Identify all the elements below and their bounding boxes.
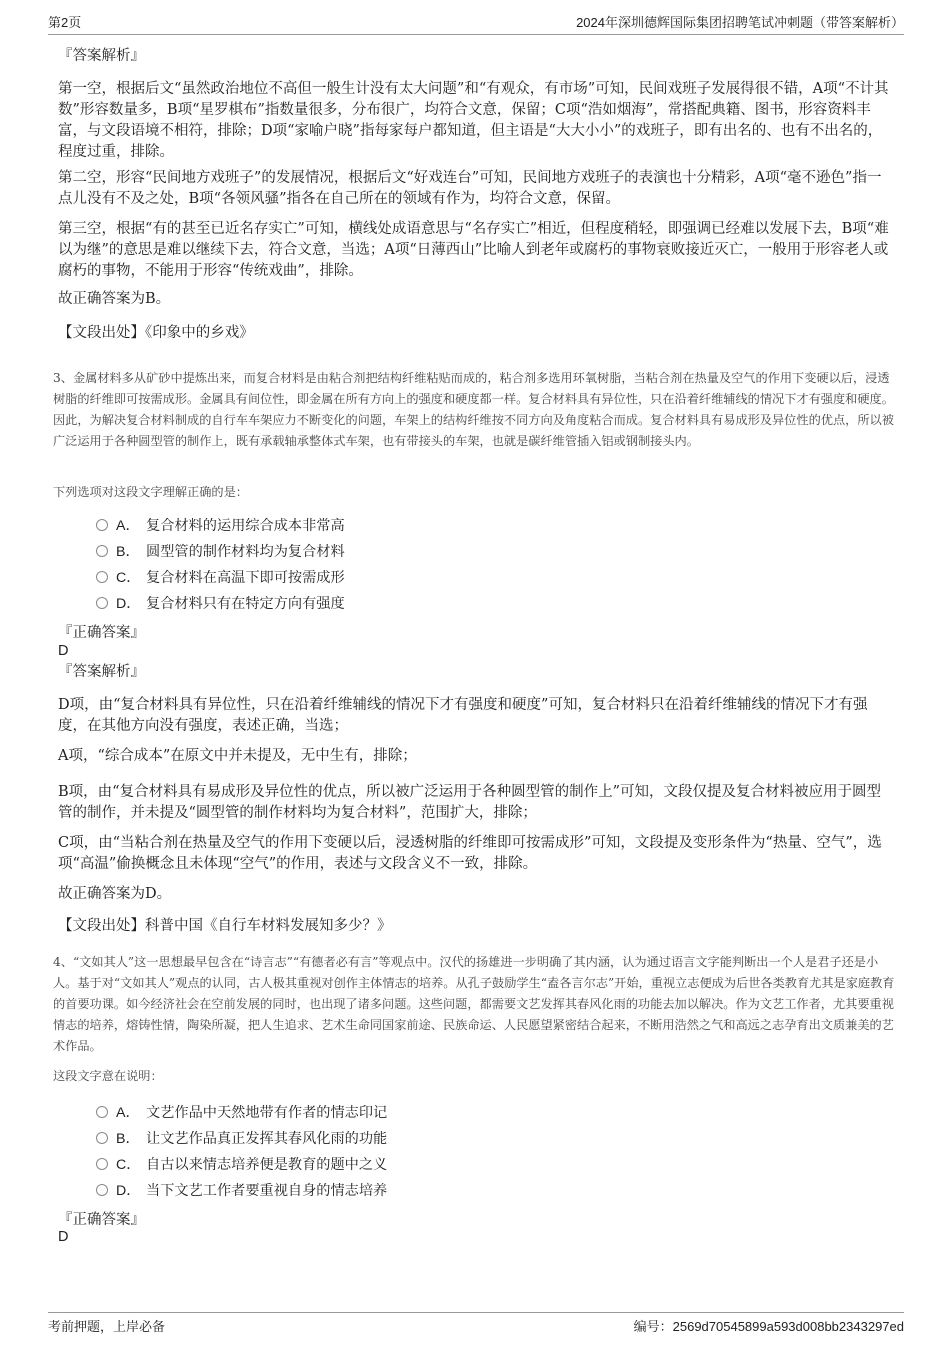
q2-analysis-p3: 第三空，根据“有的甚至已近名存实亡”可知，横线处成语意思与“名存实亡”相近，但程度稍轻，即强调已经难以发展下去，B项“难以为继”的意思是难以继续下去，符合文意，当选；A项“日薄西山”比喻人到老年或腐朽的事物衰败接近灭亡，一般用于形容老人或腐朽的事物，不能用于形容“传统戏曲”，排除。 [58, 221, 889, 279]
q3-analysis-c: C项，由“当粘合剂在热量及空气的作用下变硬以后，浸透树脂的纤维即可按需成形”可知，文段提及变形条件为“热量、空气”，选项“高温”偷换概念且未体现“空气”的作用，表述与文段含义不一致，排除。 [58, 835, 882, 872]
radio-icon[interactable] [96, 519, 108, 531]
radio-icon[interactable] [96, 1106, 108, 1118]
q3-passage: 3、金属材料多从矿砂中提炼出来，而复合材料是由粘合剂把结构纤维粘贴而成的，粘合剂多选用环氧树脂，当粘合剂在热量及空气的作用下变硬以后，浸透树脂的纤维即可按需成形。金属具有间位性，即金属在所有方向上的强度和硬度都一样。复合材料具有异位性，只在沿着纤维辅线的情况下才有强度和硬度。因此，为解决复合材料制成的自行车车架应力不断变化的问题，车架上的结构纤维按不同方向及角度粘合而成。复合材料具有易成形及异位性的优点，所以被广泛运用于各种圆型管的制作上，既有承载轴承整体式车架，也有带接头的车架，也就是碳纤维管插入铝或钢制接头内。 [53, 371, 894, 448]
radio-icon[interactable] [96, 571, 108, 583]
radio-icon[interactable] [96, 597, 108, 609]
radio-icon[interactable] [96, 1184, 108, 1196]
radio-icon[interactable] [96, 1132, 108, 1144]
q3-option-d[interactable]: D． 复合材料只有在特定方向有强度 [96, 594, 345, 614]
q4-answer: D [58, 1229, 69, 1245]
q2-analysis-label: 『答案解析』 [58, 48, 145, 64]
q4-option-d[interactable]: D． 当下文艺工作者要重视自身的情志培养 [96, 1181, 387, 1201]
q4-passage: 4、“文如其人”这一思想最早包含在“诗言志”“有德者必有言”等观点中。汉代的扬雄进一步明确了其内涵，认为通过语言文字能判断出一个人是君子还是小人。基于对“文如其人”观点的认同，古人极其重视对创作主体情志的培养。从孔子鼓励学生“盍各言尔志”开始，重视立志便成为后世各类教育尤其是家庭教育的首要功课。如今经济社会在空前发展的同时，也出现了诸多问题。这些问题，都需要文艺发挥其春风化雨的功能去加以解决。作为文艺工作者，尤其要重视情志的培养，熔铸性情，陶染所凝，把人生追求、艺术生命同国家前途、民族命运、人民愿望紧密结合起来，不断用浩然之气和高远之志孕育出文质兼美的艺术作品。 [53, 955, 895, 1053]
q3-analysis-a: A项，“综合成本”在原文中并未提及，无中生有，排除； [58, 748, 417, 764]
q3-analysis-label: 『答案解析』 [58, 664, 145, 680]
q3-prompt: 下列选项对这段文字理解正确的是： [53, 485, 248, 499]
q2-analysis-p2: 第二空，形容“民间地方戏班子”的发展情况，根据后文“好戏连台”可知，民间地方戏班子的表演也十分精彩，A项“毫不逊色”指一点儿没有不及之处，B项“各领风骚”指各在自己所在的领域有作为，均符合文意，保留。 [58, 170, 882, 207]
q2-analysis-p1: 第一空，根据后文“虽然政治地位不高但一般生计没有太大问题”和“有观众，有市场”可知，民间戏班子发展得很不错，A项“不计其数”形容数量多，B项“星罗棋布”指数量很多，分布很广，均符合文意，保留；C项“浩如烟海”，常搭配典籍、图书，形容资料丰富，与文段语境不相符，排除；D项“家喻户晓”指每家每户都知道，但主语是“大大小小”的戏班子，即有出名的、也有不出名的，程度过重，排除。 [58, 81, 889, 160]
q3-option-c[interactable]: C． 复合材料在高温下即可按需成形 [96, 568, 345, 588]
footer-slogan: 考前押题，上岸必备 [48, 1319, 166, 1334]
q3-answer: D [58, 643, 69, 659]
q4-prompt: 这段文字意在说明： [53, 1069, 163, 1083]
q3-answer-label: 『正确答案』 [58, 625, 145, 641]
q4-answer-label: 『正确答案』 [58, 1212, 145, 1228]
q3-conclusion: 故正确答案为D。 [58, 886, 172, 902]
q3-source: 【文段出处】科普中国《自行车材料发展知多少？》 [58, 918, 392, 934]
q2-source: 【文段出处】《印象中的乡戏》 [58, 325, 254, 341]
q3-option-a[interactable]: A． 复合材料的运用综合成本非常高 [96, 516, 345, 536]
document-title: 2024年深圳德辉国际集团招聘笔试冲刺题（带答案解析） [576, 15, 904, 30]
radio-icon[interactable] [96, 1158, 108, 1170]
document-id: 编号：2569d70545899a593d008bb2343297ed [633, 1319, 904, 1334]
q3-analysis-b: B项，由“复合材料具有易成形及异位性的优点，所以被广泛运用于各种圆型管的制作上”可知，文段仅提及复合材料被应用于圆型管的制作，并未提及“圆型管的制作材料均为复合材料”，范围扩大，排除； [58, 784, 881, 821]
q4-option-b[interactable]: B． 让文艺作品真正发挥其春风化雨的功能 [96, 1129, 387, 1149]
q3-analysis-d: D项，由“复合材料具有异位性，只在沿着纤维辅线的情况下才有强度和硬度”可知，复合材料只在沿着纤维辅线的情况下才有强度，在其他方向没有强度，表述正确，当选； [58, 697, 868, 734]
q4-option-a[interactable]: A． 文艺作品中天然地带有作者的情志印记 [96, 1103, 387, 1123]
page-header [48, 12, 904, 35]
radio-icon[interactable] [96, 545, 108, 557]
q3-option-b[interactable]: B． 圆型管的制作材料均为复合材料 [96, 542, 345, 562]
page-number: 第2页 [48, 15, 82, 30]
page-footer [48, 1312, 904, 1338]
q2-conclusion: 故正确答案为B。 [58, 291, 171, 307]
q4-option-c[interactable]: C． 自古以来情志培养便是教育的题中之义 [96, 1155, 387, 1175]
